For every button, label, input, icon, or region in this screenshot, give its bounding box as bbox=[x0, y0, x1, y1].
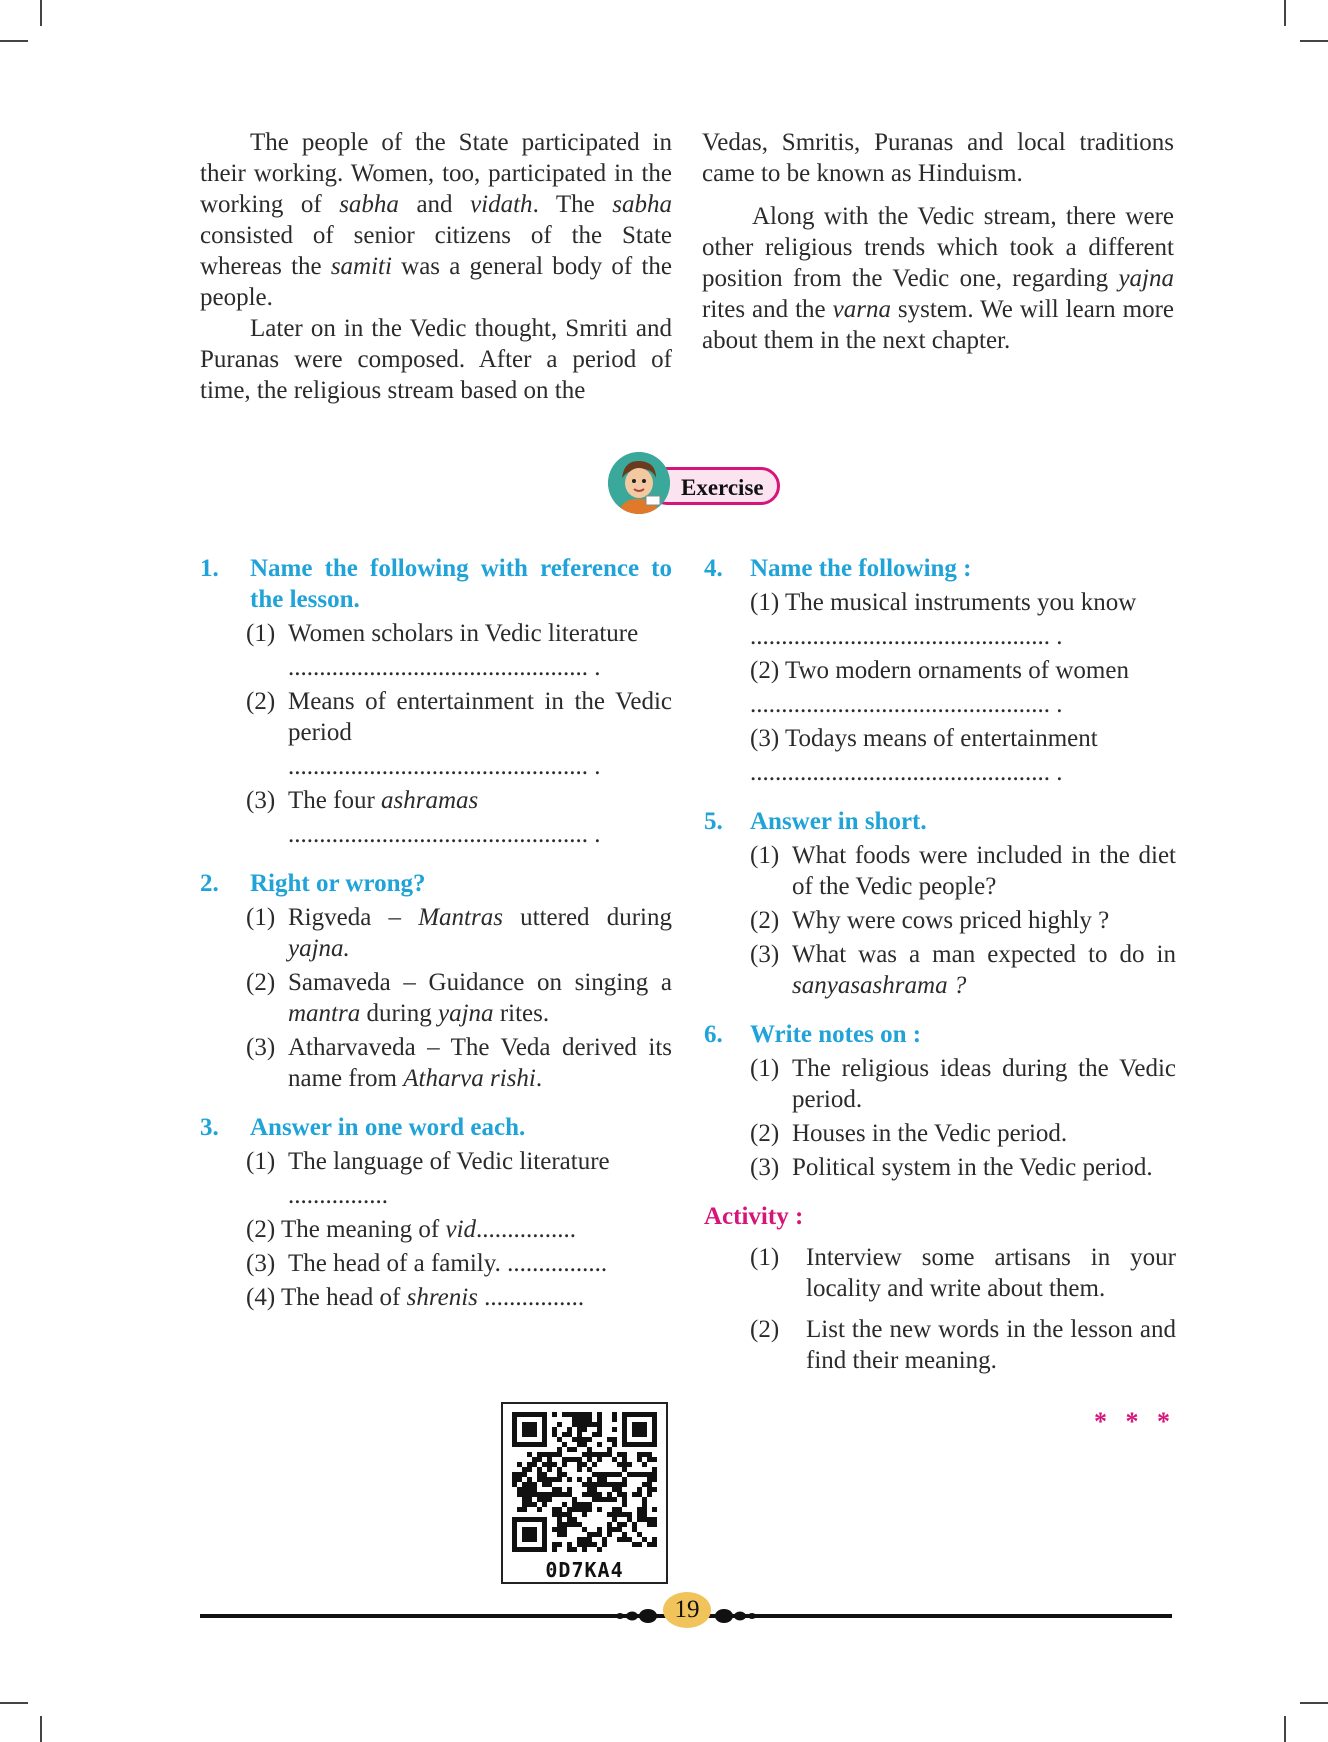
body-text-left-column bbox=[200, 127, 672, 406]
exercise-left-column bbox=[200, 553, 672, 1331]
question-heading bbox=[704, 806, 1176, 837]
exercise-label: Exercise bbox=[681, 475, 764, 500]
question-heading bbox=[200, 1112, 672, 1143]
item-number: (3) bbox=[246, 787, 276, 814]
item-number: (2) bbox=[750, 1120, 780, 1147]
question-title: Answer in short. bbox=[750, 808, 927, 835]
question-item bbox=[200, 618, 672, 649]
item-number: (3) bbox=[246, 1250, 276, 1277]
question-title: Write notes on : bbox=[750, 1021, 922, 1048]
question-item: (3) Todays means of entertainment bbox=[750, 725, 1098, 752]
activity-item bbox=[704, 1314, 1176, 1376]
item-number: (2) bbox=[246, 688, 276, 715]
item-text: Women scholars in Vedic literature bbox=[288, 620, 639, 647]
item-number: (2) bbox=[750, 907, 780, 934]
question-item bbox=[200, 1146, 672, 1177]
exercise-question bbox=[704, 553, 1176, 788]
answer-blank[interactable]: ................................................ . bbox=[288, 654, 601, 681]
question-number: 1. bbox=[200, 555, 219, 582]
crop-mark bbox=[1284, 1716, 1286, 1742]
activity-title: Activity : bbox=[704, 1203, 804, 1230]
question-number: 3. bbox=[200, 1114, 219, 1141]
student-avatar-icon bbox=[608, 452, 670, 514]
question-heading bbox=[200, 553, 672, 615]
question-item: (2) Two modern ornaments of women bbox=[750, 657, 1129, 684]
question-title: Name the following with reference to the lesson. bbox=[250, 555, 672, 613]
question-number: 2. bbox=[200, 870, 219, 897]
item-number: (1) bbox=[246, 904, 276, 931]
crop-mark bbox=[1300, 40, 1328, 42]
question-item: (2) The meaning of vid................ bbox=[246, 1216, 577, 1243]
crop-mark bbox=[0, 40, 28, 42]
question-number: 5. bbox=[704, 808, 723, 835]
item-text: What foods were included in the diet of the Vedic people? bbox=[792, 842, 1176, 900]
item-text: The language of Vedic literature bbox=[288, 1148, 610, 1175]
paragraph: The people of the State participated in their working. Women, too, participated in the working of sabha and vidath. The sabha consisted of senior citizens of the State whereas the samiti was a general body of the people. bbox=[200, 129, 672, 311]
question-title: Right or wrong? bbox=[250, 870, 426, 897]
exercise-question bbox=[200, 553, 672, 850]
question-item bbox=[200, 902, 672, 964]
answer-blank[interactable]: ................................................ . bbox=[288, 821, 601, 848]
item-text: Why were cows priced highly ? bbox=[792, 907, 1110, 934]
answer-blank[interactable]: ................................................ . bbox=[288, 753, 601, 780]
paragraph: Vedas, Smritis, Puranas and local traditions came to be known as Hinduism. bbox=[702, 129, 1174, 187]
question-heading bbox=[704, 553, 1176, 584]
question-number: 4. bbox=[704, 555, 723, 582]
answer-blank[interactable]: ................ bbox=[288, 1182, 388, 1209]
item-text: Samaveda – Guidance on singing a mantra during yajna rites. bbox=[288, 969, 672, 1027]
item-text: The four ashramas bbox=[288, 787, 479, 814]
item-text: Atharvaveda – The Veda derived its name from Atharva rishi. bbox=[288, 1034, 672, 1092]
item-text: The religious ideas during the Vedic period. bbox=[792, 1055, 1176, 1113]
question-item: (1) The musical instruments you know bbox=[750, 589, 1137, 616]
item-text: What was a man expected to do in sanyasashrama ? bbox=[792, 941, 1176, 999]
question-item bbox=[704, 1053, 1176, 1115]
question-heading bbox=[704, 1019, 1176, 1050]
end-mark: * * * bbox=[1094, 1407, 1176, 1436]
question-item bbox=[200, 686, 672, 748]
qr-code[interactable] bbox=[501, 1402, 668, 1584]
item-number: (2) bbox=[750, 1316, 780, 1343]
crop-mark bbox=[0, 1702, 28, 1704]
item-number: (1) bbox=[750, 1244, 780, 1271]
paragraph: Later on in the Vedic thought, Smriti and Puranas were composed. After a period of time, the religious stream based on the bbox=[200, 315, 672, 404]
exercise-badge bbox=[608, 452, 786, 512]
question-title: Answer in one word each. bbox=[250, 1114, 526, 1141]
activity-item bbox=[704, 1242, 1176, 1304]
exercise-question bbox=[704, 1019, 1176, 1183]
item-text: Interview some artisans in your locality and write about them. bbox=[806, 1244, 1176, 1302]
item-number: (1) bbox=[750, 1055, 780, 1082]
item-text: List the new words in the lesson and find their meaning. bbox=[806, 1316, 1176, 1374]
crop-mark bbox=[40, 0, 42, 26]
exercise-right-column bbox=[704, 553, 1176, 1437]
item-text: Political system in the Vedic period. bbox=[792, 1154, 1153, 1181]
question-item bbox=[704, 1118, 1176, 1149]
page-number: 19 bbox=[663, 1592, 711, 1628]
question-item bbox=[200, 785, 672, 816]
question-item bbox=[704, 840, 1176, 902]
question-item bbox=[704, 1152, 1176, 1183]
item-number: (3) bbox=[246, 1034, 276, 1061]
exercise-question bbox=[200, 1112, 672, 1313]
item-number: (3) bbox=[750, 1154, 780, 1181]
crop-mark bbox=[40, 1716, 42, 1742]
item-text: Rigveda – Mantras uttered during yajna. bbox=[288, 904, 672, 962]
item-number: (1) bbox=[246, 620, 276, 647]
answer-blank[interactable]: ................................................ . bbox=[750, 759, 1063, 786]
item-text: Means of entertainment in the Vedic period bbox=[288, 688, 672, 746]
item-number: (1) bbox=[750, 842, 780, 869]
body-text-right-column bbox=[702, 127, 1174, 356]
item-number: (3) bbox=[750, 941, 780, 968]
answer-blank[interactable]: ................................................ . bbox=[750, 623, 1063, 650]
question-number: 6. bbox=[704, 1021, 723, 1048]
exercise-question bbox=[704, 806, 1176, 1001]
exercise-question bbox=[200, 868, 672, 1094]
question-item: (4) The head of shrenis ................ bbox=[246, 1284, 585, 1311]
paragraph: Along with the Vedic stream, there were other religious trends which took a different position from the Vedic one, regarding yajna rites and the varna system. We will learn more about them in the next chapter. bbox=[702, 203, 1174, 354]
qr-code-id: 0D7KA4 bbox=[545, 1558, 624, 1582]
crop-mark bbox=[1300, 1702, 1328, 1704]
question-title: Name the following : bbox=[750, 555, 972, 582]
question-item bbox=[200, 1032, 672, 1094]
item-text: Houses in the Vedic period. bbox=[792, 1120, 1068, 1147]
question-heading bbox=[200, 868, 672, 899]
item-number: (1) bbox=[246, 1148, 276, 1175]
question-item bbox=[704, 905, 1176, 936]
item-text: The head of a family. ................ bbox=[288, 1250, 608, 1277]
crop-mark bbox=[1284, 0, 1286, 26]
question-item bbox=[200, 967, 672, 1029]
answer-blank[interactable]: ................................................ . bbox=[750, 691, 1063, 718]
item-number: (2) bbox=[246, 969, 276, 996]
question-item bbox=[200, 1248, 672, 1279]
question-item bbox=[704, 939, 1176, 1001]
qr-code-pattern-icon bbox=[511, 1412, 658, 1552]
